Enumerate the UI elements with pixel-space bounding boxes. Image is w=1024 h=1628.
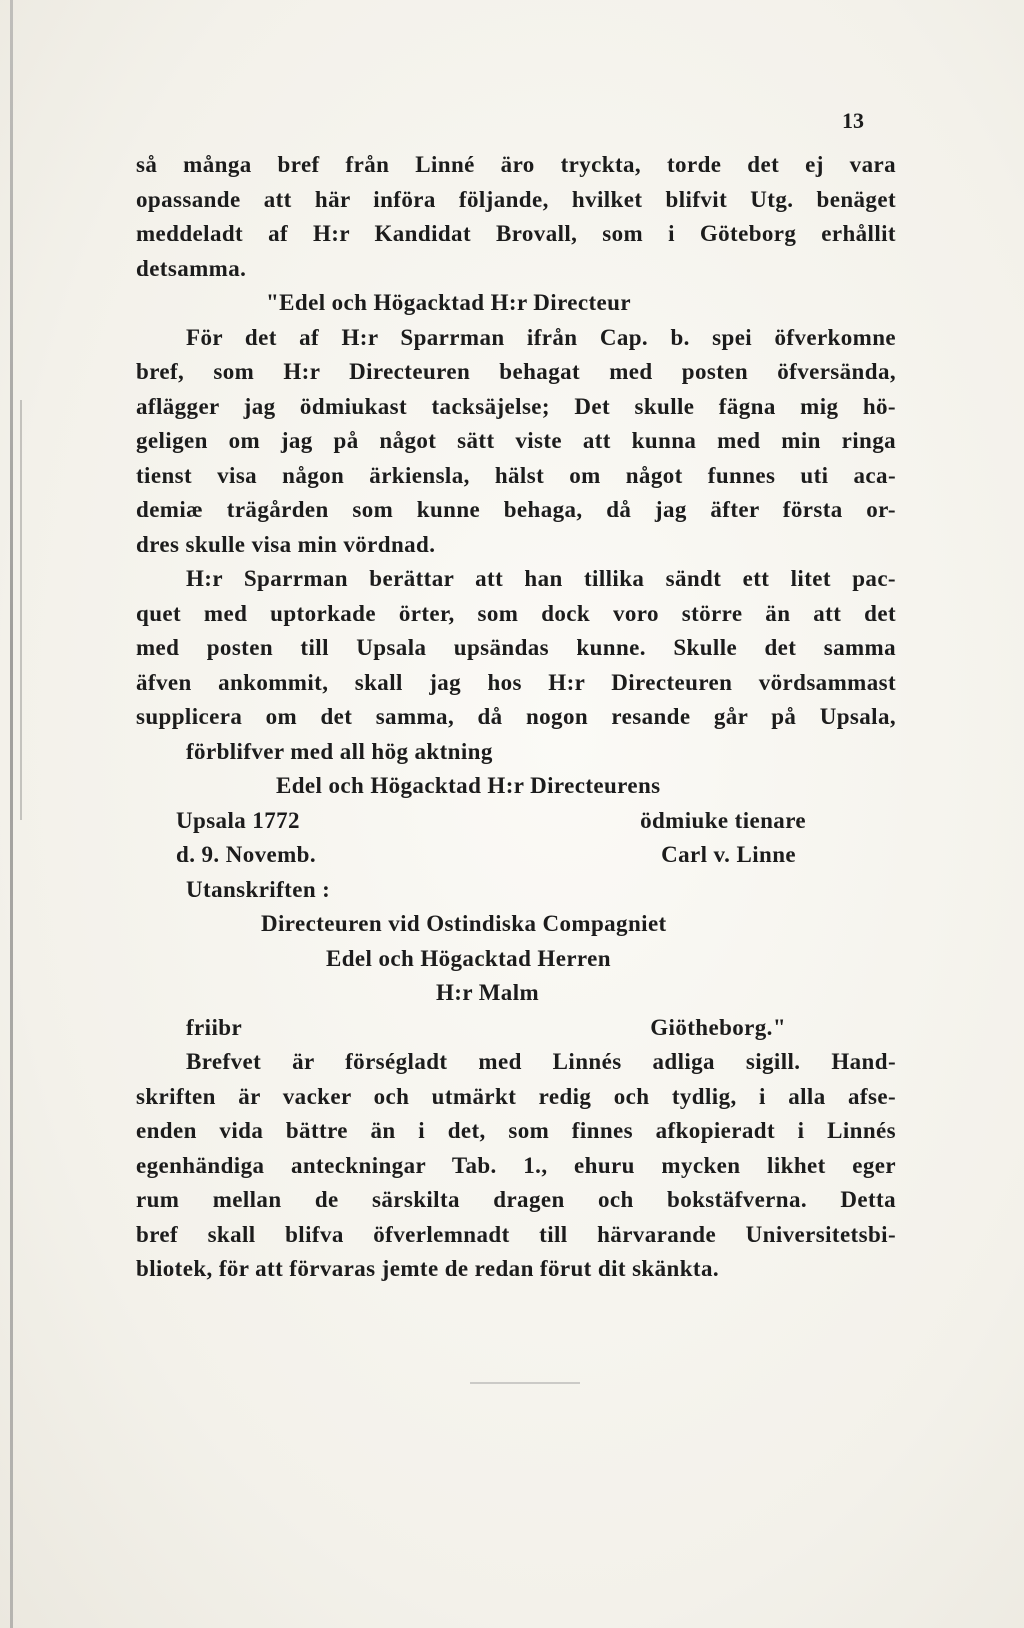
address-line: Edel och Högacktad Herren	[326, 945, 611, 971]
outro-line: bref skall blifva öfverlemnadt till härvarande Universitetsbi-	[136, 1221, 896, 1247]
address-right: Giötheborg."	[650, 1014, 786, 1040]
letter-line: H:r Sparrman berättar att han tillika sändt ett litet pac-	[186, 566, 896, 591]
letter-salutation: "Edel och Högacktad H:r Directeur	[266, 290, 631, 315]
letter-date-row	[136, 838, 896, 873]
letter-date: d. 9. Novemb.	[176, 842, 317, 867]
letter-closing-address: Edel och Högacktad H:r Directeurens	[276, 773, 661, 798]
outro-line: egenhändiga anteckningar Tab. 1., ehuru mycken likhet eger	[136, 1152, 896, 1178]
intro-line: meddeladt af H:r Kandidat Brovall, som i Göteborg erhållit	[136, 221, 896, 246]
letter-place-row	[136, 804, 896, 839]
separator-rule	[470, 1382, 580, 1384]
letter-line: bref, som H:r Directeuren behagat med posten öfversända,	[136, 359, 896, 384]
address-line: H:r Malm	[436, 980, 540, 1005]
letter-line: med posten till Upsala upsändas kunne. Skulle det samma	[136, 635, 896, 660]
page-number: 13	[842, 108, 864, 133]
page-edge-shadow	[10, 0, 13, 1628]
letter-line: äfven ankommit, skall jag hos H:r Directeuren vördsammast	[136, 669, 896, 695]
letter-signature: Carl v. Linne	[661, 842, 796, 867]
binding-mark	[20, 400, 22, 820]
outro-line: bliotek, för att förvaras jemte de redan förut dit skänkta.	[136, 1256, 720, 1281]
outro-line: enden vida bättre än i det, som finnes afkopieradt i Linnés	[136, 1118, 896, 1143]
address-heading: Utanskriften :	[186, 876, 331, 902]
letter-line: För det af H:r Sparrman ifrån Cap. b. spei öfverkomne	[186, 324, 896, 350]
letter-humble: ödmiuke tienare	[640, 807, 806, 833]
outro-line: skriften är vacker och utmärkt redig och tydlig, i alla afse-	[136, 1083, 896, 1109]
address-bottom-row	[136, 1011, 896, 1046]
letter-line: demiæ trägården som kunne behaga, då jag äfter första or-	[136, 497, 896, 522]
letter-line: tienst visa någon ärkiensla, hälst om något funnes uti aca-	[136, 462, 896, 488]
letter-closing: förblifver med all hög aktning	[186, 738, 493, 764]
letter-line: aflägger jag ödmiukast tacksäjelse; Det skulle fägna mig hö-	[136, 393, 896, 419]
letter-line: geligen om jag på något sätt viste att kunna med min ringa	[136, 428, 896, 453]
address-left: friibr	[186, 1014, 243, 1040]
outro-line: rum mellan de särskilta dragen och bokstäfverna. Detta	[136, 1187, 896, 1212]
intro-line: detsamma.	[136, 255, 247, 281]
intro-line: så många bref från Linné äro tryckta, torde det ej vara	[136, 152, 896, 177]
letter-line: supplicera om det samma, då nogon resande går på Upsala,	[136, 704, 896, 729]
address-line: Directeuren vid Ostindiska Compagniet	[261, 911, 667, 936]
letter-line: quet med uptorkade örter, som dock voro större än att det	[136, 600, 896, 626]
intro-line: opassande att här införa följande, hvilket blifvit Utg. benäget	[136, 186, 896, 212]
letter-line: dres skulle visa min vördnad.	[136, 531, 436, 557]
outro-line: Brefvet är förségladt med Linnés adliga sigill. Hand-	[186, 1049, 896, 1074]
body-text	[136, 148, 896, 1287]
letter-place-date: Upsala 1772	[176, 807, 300, 833]
